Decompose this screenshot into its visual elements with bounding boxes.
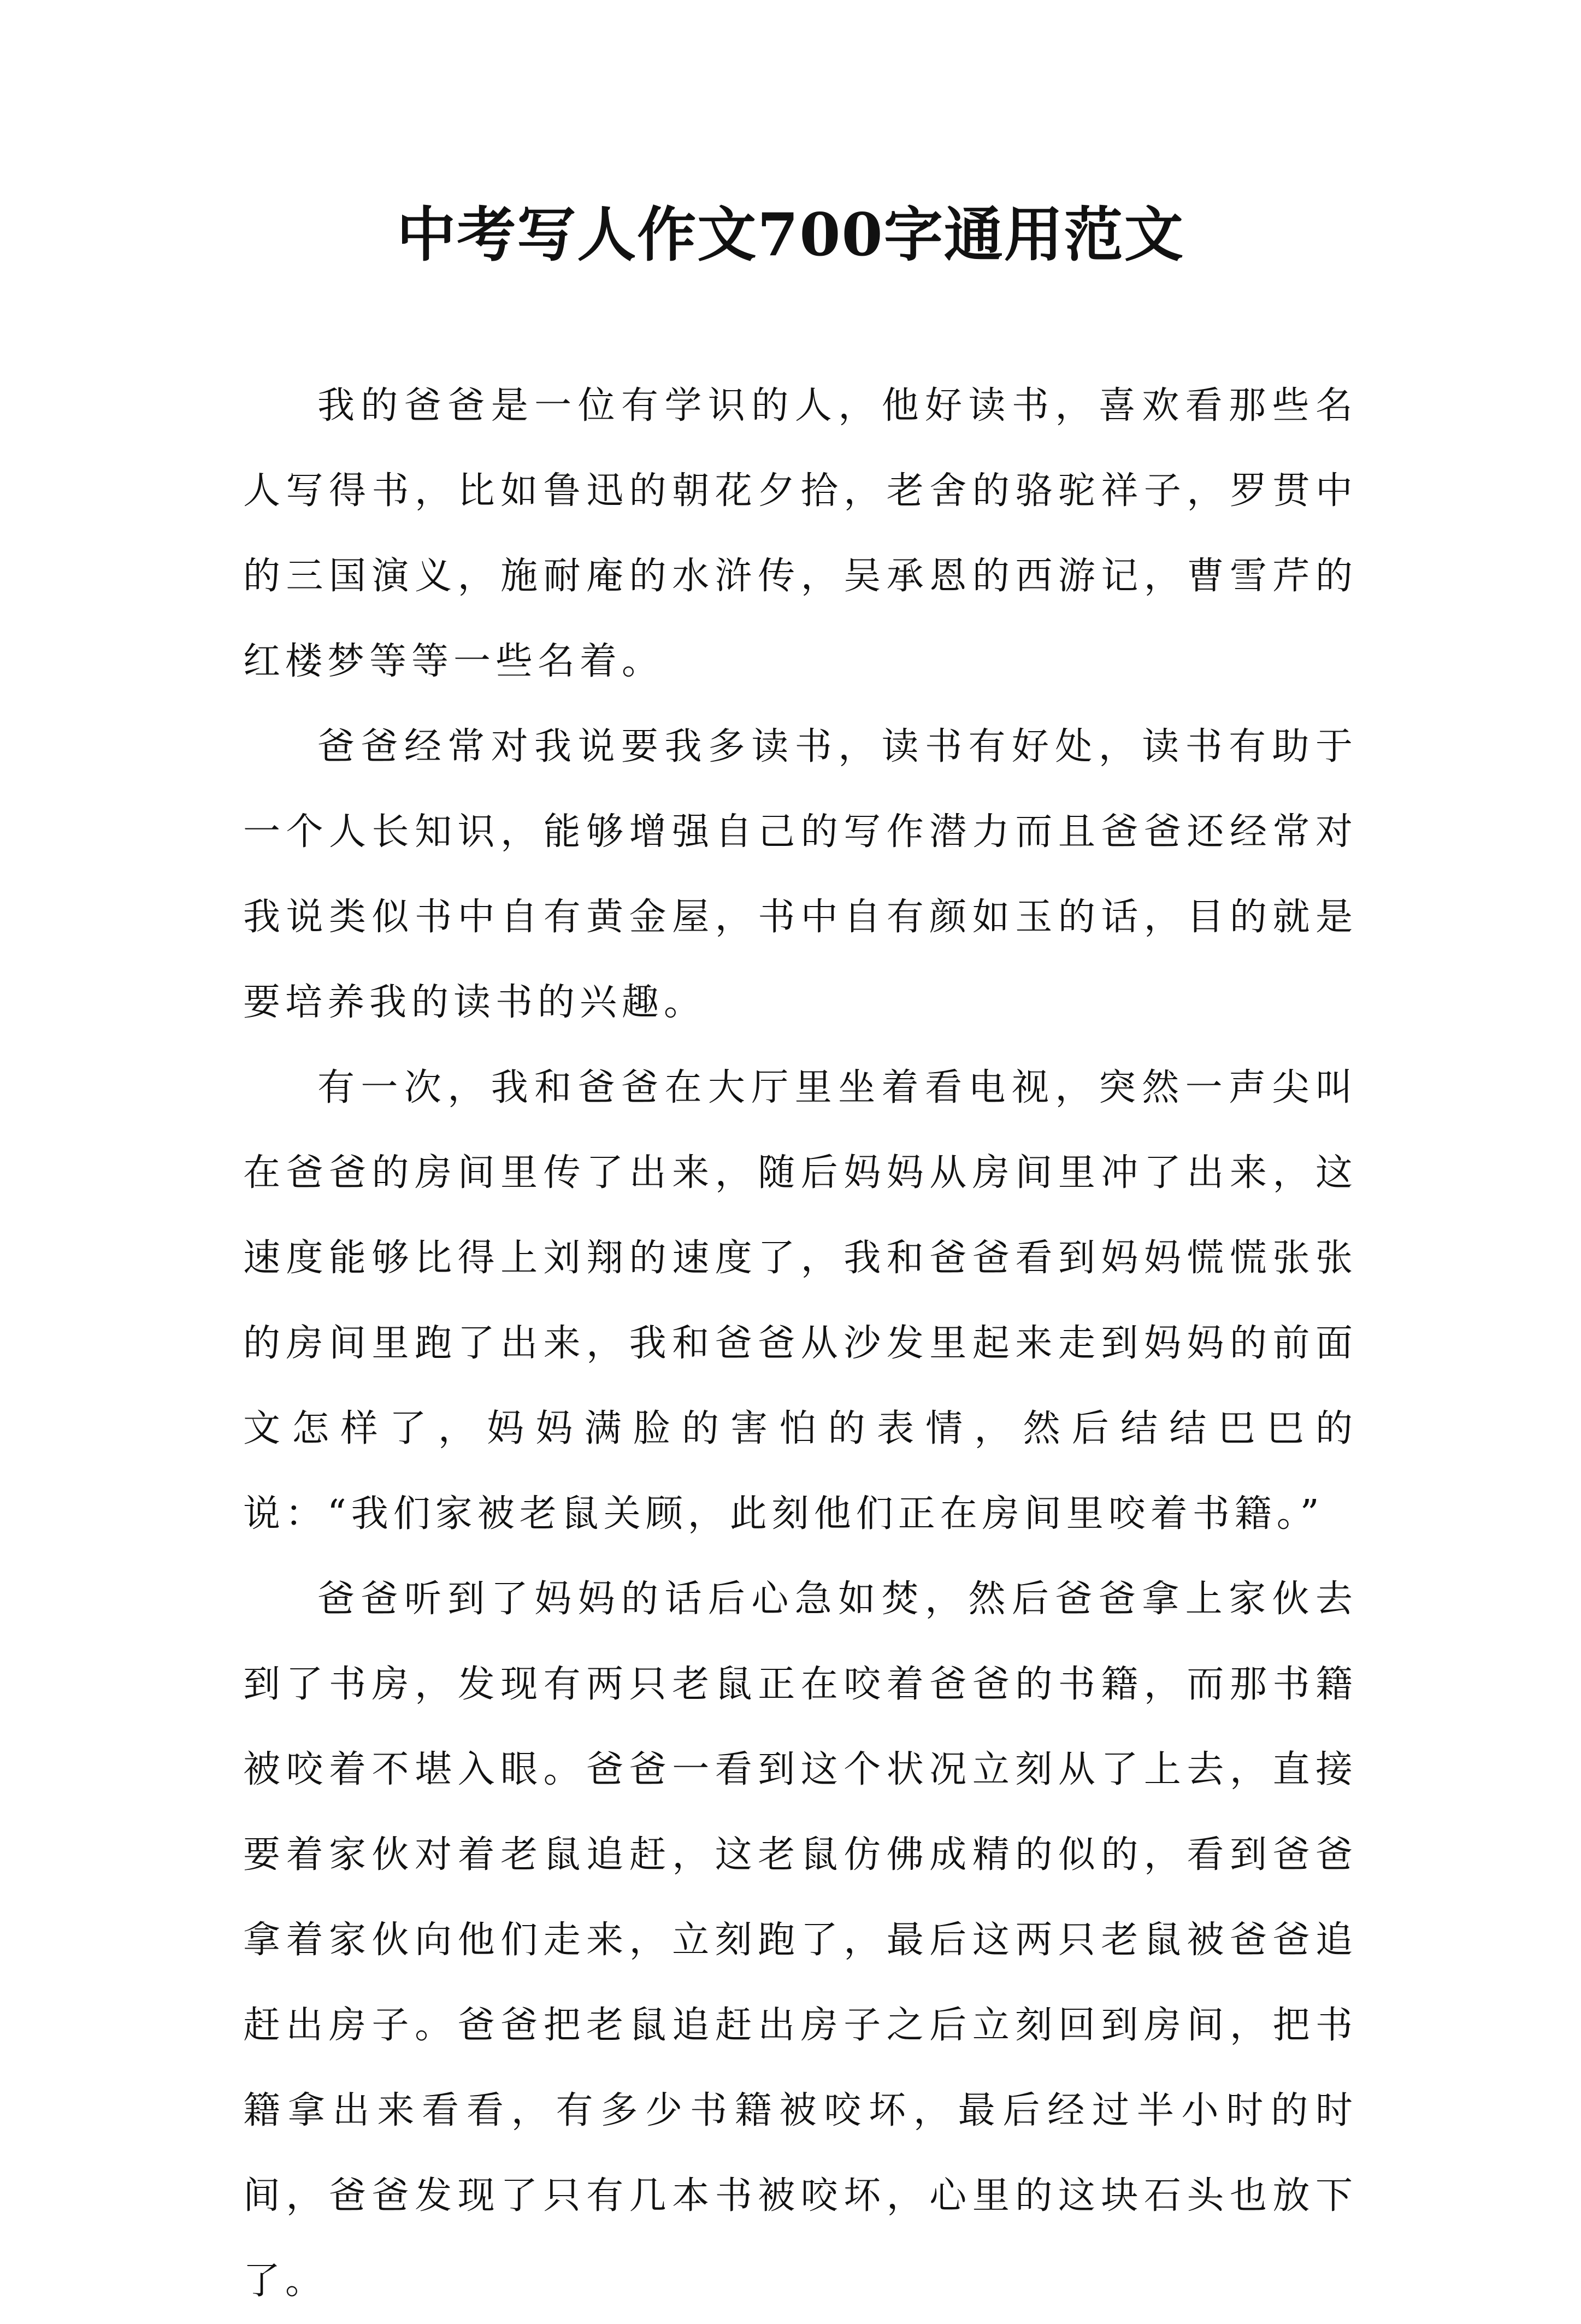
paragraph-3: 有一次，我和爸爸在大厅里坐着看电视，突然一声尖叫在爸爸的房间里传了出来，随后妈妈从房间里冲了出来，这速度能够比得上刘翔的速度了，我和爸爸看到妈妈慌慌张张的房间里跑了出来，我和爸爸从沙发里起来走到妈妈的前面文怎样了，妈妈满脸的害怕的表情，然后结结巴巴的说：“我们家被老鼠关顾，此刻他们正在房间里咬着书籍。” — [243, 1066, 1358, 1535]
paragraph-1: 我的爸爸是一位有学识的人，他好读书，喜欢看那些名人写得书，比如鲁迅的朝花夕拾，老舍的骆驼祥子，罗贯中的三国演义，施耐庵的水浒传，吴承恩的西游记，曹雪芹的红楼梦等等一些名着。 — [243, 384, 1358, 683]
document-body — [243, 363, 1358, 2324]
document-title: 中考写人作文700字通用范文 — [397, 201, 1184, 269]
paragraph-4: 爸爸听到了妈妈的话后心急如焚，然后爸爸拿上家伙去到了书房，发现有两只老鼠正在咬着爸爸的书籍，而那书籍被咬着不堪入眼。爸爸一看到这个状况立刻从了上去，直接要着家伙对着老鼠追赶，这老鼠仿佛成精的似的，看到爸爸拿着家伙向他们走来，立刻跑了，最后这两只老鼠被爸爸追赶出房子。爸爸把老鼠追赶出房子之后立刻回到房间，把书籍拿出来看看，有多少书籍被咬坏，最后经过半小时的时间，爸爸发现了只有几本书被咬坏，心里的这块石头也放下了。 — [243, 1578, 1358, 2303]
paragraph-2: 爸爸经常对我说要我多读书，读书有好处，读书有助于一个人长知识，能够增强自己的写作潜力而且爸爸还经常对我说类似书中自有黄金屋，书中自有颜如玉的话，目的就是要培养我的读书的兴趣。 — [243, 725, 1358, 1024]
